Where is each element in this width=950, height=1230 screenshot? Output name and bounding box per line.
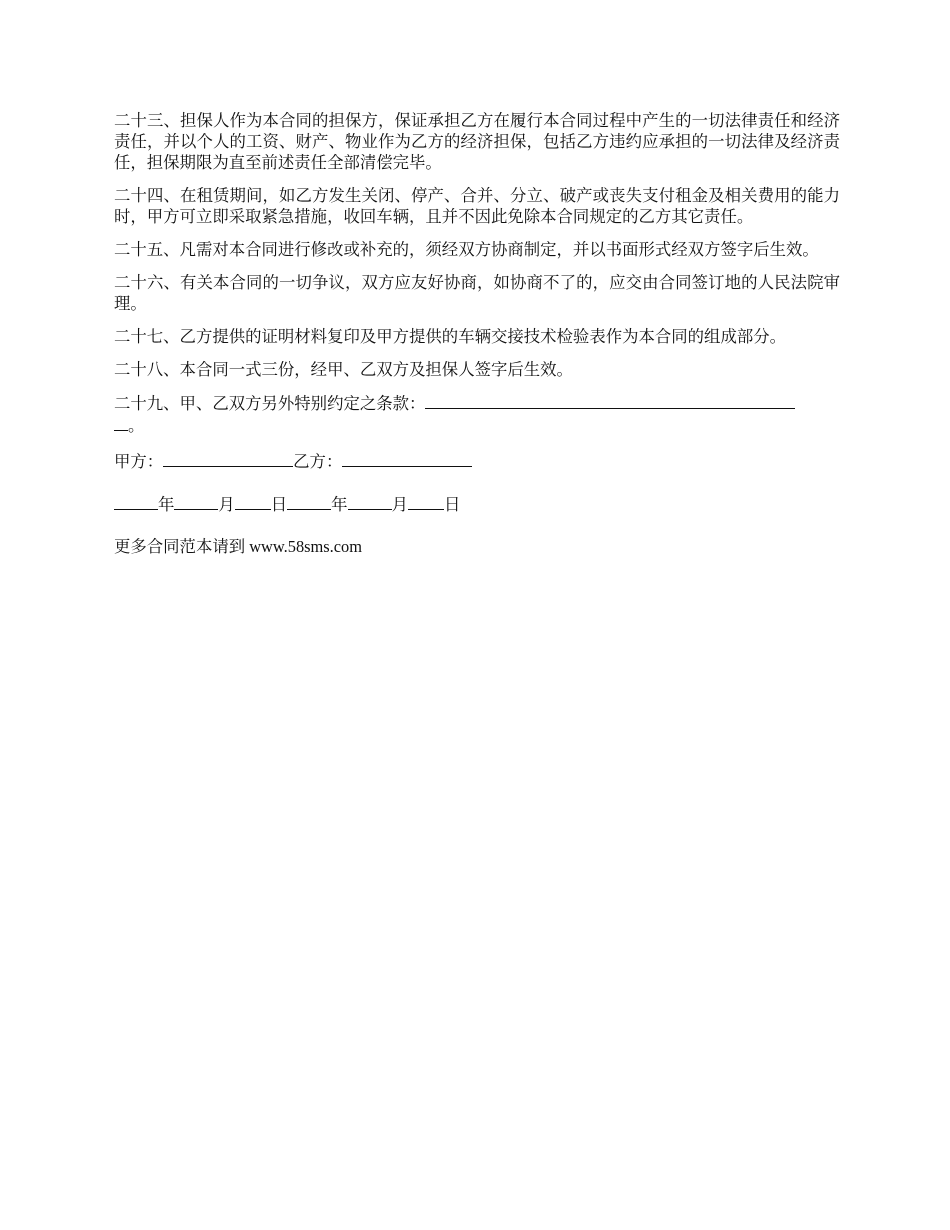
clause-27: 二十七、乙方提供的证明材料复印及甲方提供的车辆交接技术检验表作为本合同的组成部分。: [114, 327, 787, 346]
special-terms-blank[interactable]: [425, 392, 795, 409]
clause-29-end: 。: [128, 416, 145, 435]
signature-row: [114, 450, 840, 472]
clause-29-label: 二十九、甲、乙双方另外特别约定之条款：: [114, 394, 426, 413]
clause-29: [114, 392, 840, 436]
footer-link-text: 更多合同范本请到 www.58sms.com: [114, 537, 362, 556]
party-b-label: 乙方：: [293, 452, 343, 471]
clause-28: 二十八、本合同一式三份，经甲、乙双方及担保人签字后生效。: [114, 360, 573, 379]
month-label: 月: [391, 495, 408, 514]
party-b-signature-blank[interactable]: [342, 450, 472, 467]
party-b-day-blank[interactable]: [408, 493, 444, 510]
year-label: 年: [331, 495, 348, 514]
day-label: 日: [443, 495, 461, 514]
party-a-month-blank[interactable]: [174, 493, 218, 510]
year-label: 年: [158, 495, 175, 514]
party-b-month-blank[interactable]: [348, 493, 392, 510]
clause-23: 二十三、担保人作为本合同的担保方，保证承担乙方在履行本合同过程中产生的一切法律责任和经济责任，并以个人的工资、财产、物业作为乙方的经济担保，包括乙方违约应承担的一切法律及经济责任，担保期限为直至前述责任全部清偿完毕。: [114, 111, 840, 172]
document-page: [114, 110, 840, 578]
clause-25: 二十五、凡需对本合同进行修改或补充的，须经双方协商制定，并以书面形式经双方签字后生效。: [114, 240, 819, 259]
clause-24: 二十四、在租赁期间，如乙方发生关闭、停产、合并、分立、破产或丧失支付租金及相关费用的能力时，甲方可立即采取紧急措施，收回车辆，且并不因此免除本合同规定的乙方其它责任。: [114, 186, 840, 226]
special-terms-blank-continued[interactable]: [114, 414, 128, 431]
party-a-label: 甲方：: [114, 452, 164, 471]
date-row: [114, 493, 840, 515]
month-label: 月: [218, 495, 235, 514]
party-b-year-blank[interactable]: [287, 493, 331, 510]
party-a-signature-blank[interactable]: [163, 450, 293, 467]
party-a-year-blank[interactable]: [114, 493, 158, 510]
day-label: 日: [270, 495, 288, 514]
party-a-day-blank[interactable]: [235, 493, 271, 510]
clause-26: 二十六、有关本合同的一切争议，双方应友好协商，如协商不了的，应交由合同签订地的人民法院审理。: [114, 273, 840, 313]
